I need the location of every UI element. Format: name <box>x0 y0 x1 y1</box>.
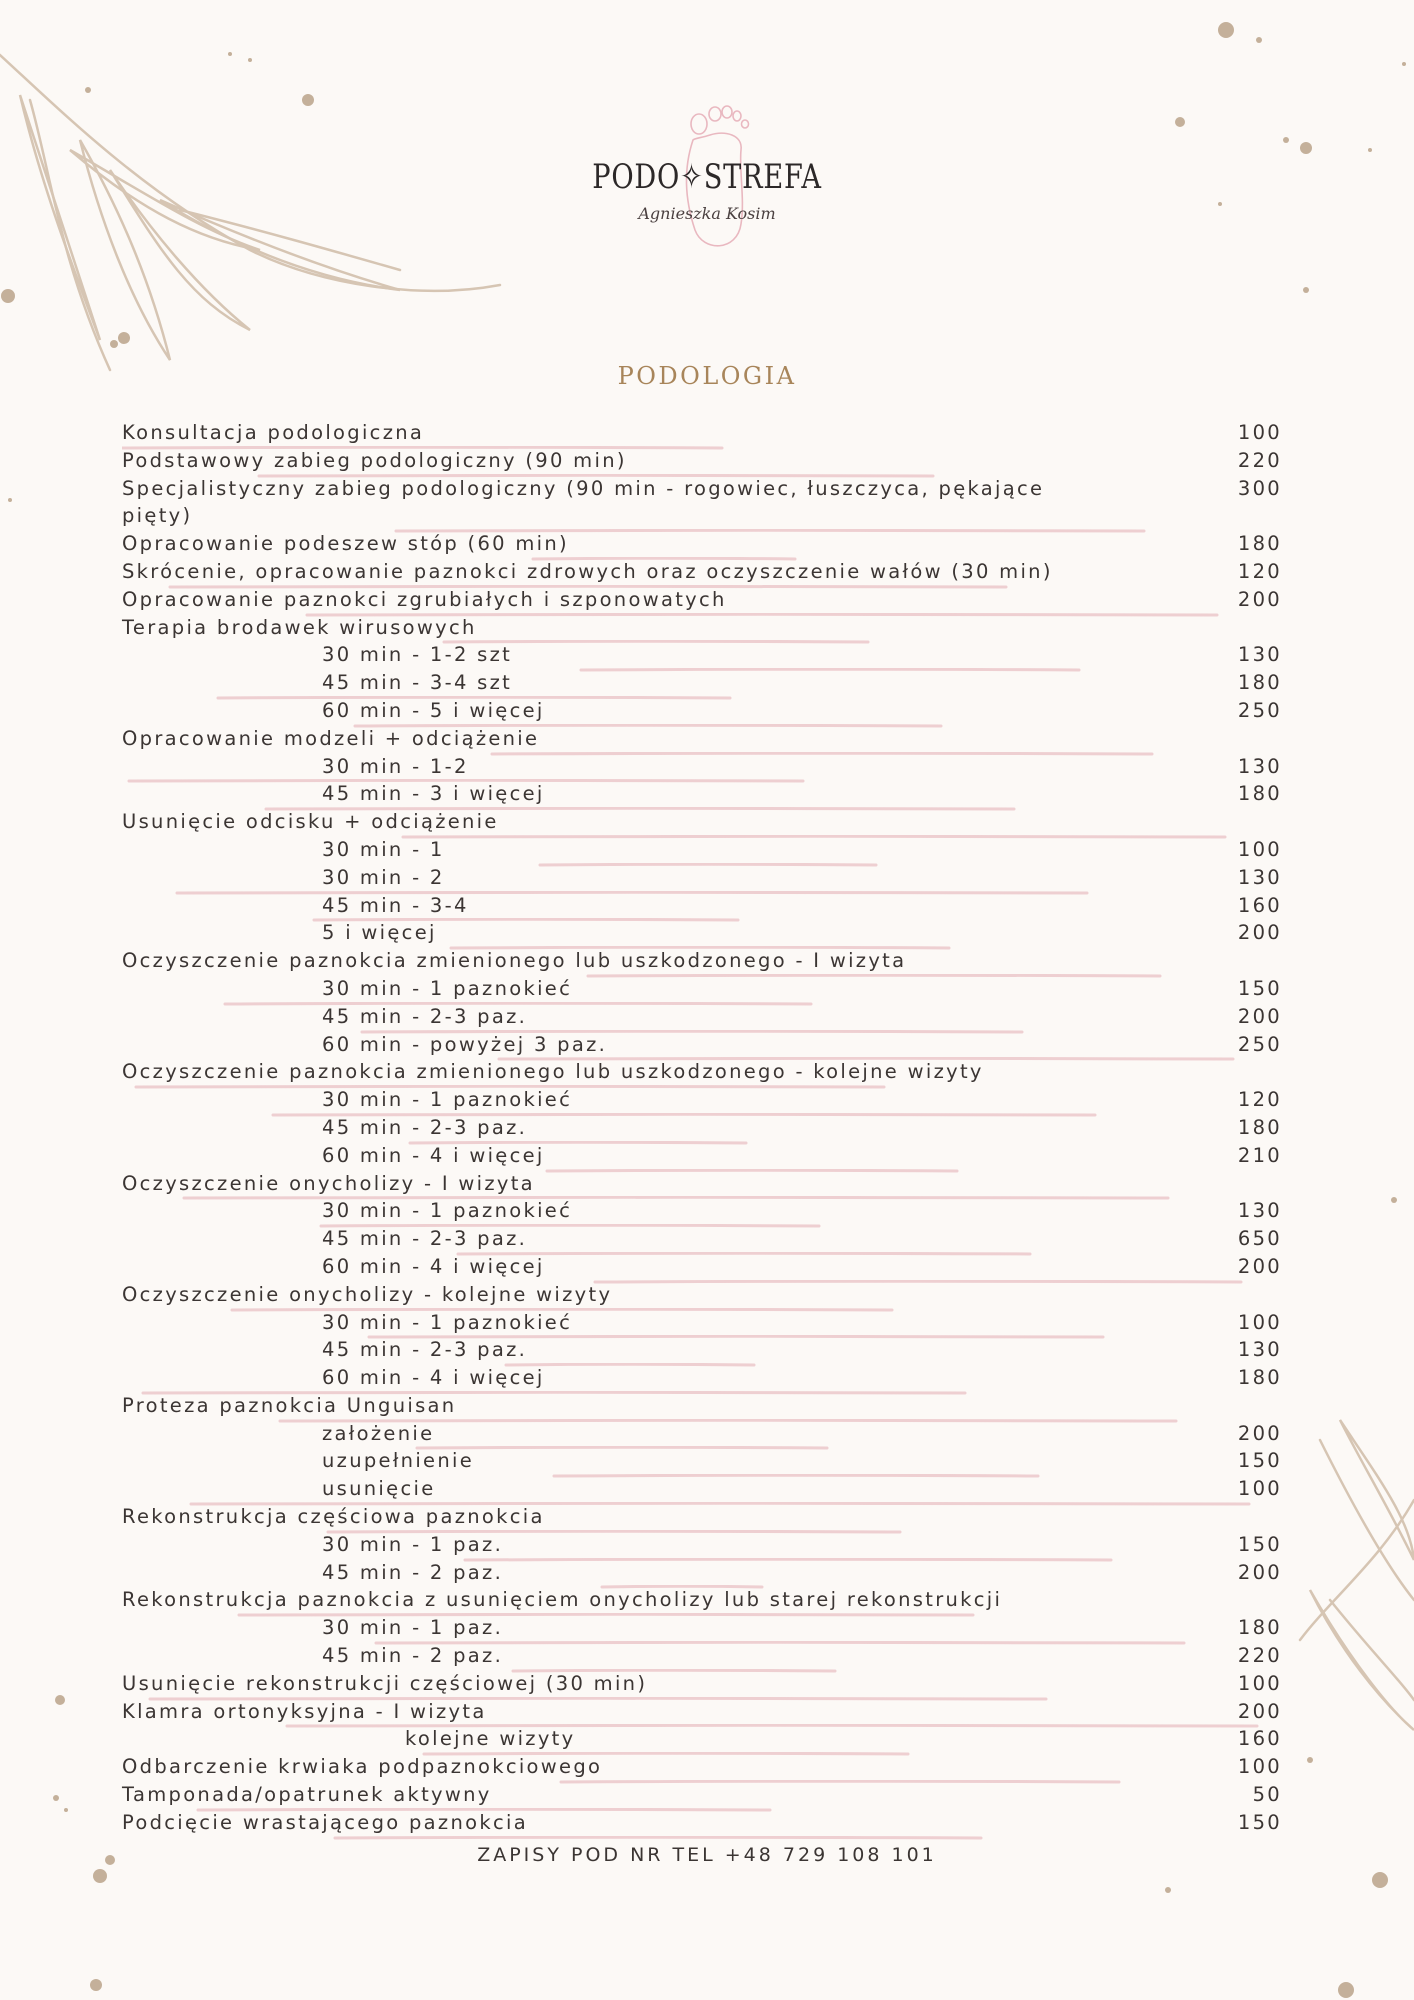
service-name: Konsultacja podologiczna <box>122 421 425 444</box>
price-row <box>122 836 1282 864</box>
service-price: 300 <box>1237 476 1282 500</box>
price-row <box>122 1725 1282 1753</box>
service-name: 5 i więcej <box>322 921 437 945</box>
price-list <box>122 419 1282 1837</box>
service-price: 200 <box>1237 587 1282 611</box>
service-name: 30 min - 1 paznokieć <box>322 1199 573 1223</box>
price-row <box>122 475 1282 531</box>
service-price: 150 <box>1237 976 1282 1000</box>
service-price: 250 <box>1237 1032 1282 1056</box>
price-row <box>122 447 1282 475</box>
service-price: 100 <box>1237 1310 1282 1334</box>
price-row <box>122 808 1282 836</box>
service-price: 160 <box>1237 893 1282 917</box>
service-price: 100 <box>1237 1671 1282 1695</box>
price-row <box>122 1642 1282 1670</box>
price-row <box>122 1503 1282 1531</box>
booking-phone: ZAPISY POD NR TEL +48 729 108 101 <box>477 1844 937 1866</box>
price-row <box>122 975 1282 1003</box>
service-name: Terapia brodawek wirusowych <box>122 615 477 639</box>
price-row <box>122 1253 1282 1281</box>
price-row <box>122 1309 1282 1337</box>
service-name: Proteza paznokcia Unguisan <box>122 1393 457 1417</box>
brand-signature: Agnieszka Kosim <box>638 204 776 223</box>
leaf-branch-bottom-right <box>1300 1420 1414 1730</box>
price-row <box>122 1447 1282 1475</box>
service-name: 45 min - 2 paz. <box>322 1644 504 1668</box>
service-name: 45 min - 3 i więcej <box>322 782 545 806</box>
service-name: 30 min - 1-2 szt <box>322 643 513 667</box>
service-name: Opracowanie modzeli + odciążenie <box>122 726 540 750</box>
price-row <box>122 892 1282 920</box>
service-name: 60 min - 4 i więcej <box>322 1254 545 1278</box>
service-name: Klamra ortonyksyjna - I wizyta <box>122 1699 487 1723</box>
service-price: 180 <box>1237 1115 1282 1139</box>
price-row <box>122 1614 1282 1642</box>
price-row <box>122 1364 1282 1392</box>
service-name: Rekonstrukcja częściowa paznokcia <box>122 1505 545 1529</box>
price-row <box>122 947 1282 975</box>
price-row <box>122 1003 1282 1031</box>
service-name: Podcięcie wrastającego paznokcia <box>122 1810 528 1834</box>
service-name: 45 min - 2-3 paz. <box>322 1004 528 1028</box>
service-price: 100 <box>1237 1477 1282 1501</box>
price-row <box>122 1670 1282 1698</box>
service-price: 130 <box>1237 1338 1282 1362</box>
brand-logo <box>0 100 1414 280</box>
price-row <box>122 530 1282 558</box>
price-row <box>122 558 1282 586</box>
service-name: Oczyszczenie paznokcia zmienionego lub uszkodzonego - I wizyta <box>122 949 907 973</box>
price-row <box>122 669 1282 697</box>
service-name: Tamponada/opatrunek aktywny <box>122 1783 492 1807</box>
price-row <box>122 1753 1282 1781</box>
service-price: 100 <box>1237 421 1282 444</box>
service-name: 30 min - 1 paznokieć <box>322 1310 573 1334</box>
service-price: 200 <box>1237 1004 1282 1028</box>
service-name: 60 min - powyżej 3 paz. <box>322 1032 608 1056</box>
service-price: 200 <box>1237 1699 1282 1723</box>
service-name: usunięcie <box>322 1477 436 1501</box>
service-name: Specjalistyczny zabieg podologiczny (90 min - rogowiec, łuszczyca, pękające pięty) <box>122 476 1045 528</box>
service-name: Oczyszczenie onycholizy - I wizyta <box>122 1171 535 1195</box>
service-name: Odbarczenie krwiaka podpaznokciowego <box>122 1755 603 1779</box>
service-price: 650 <box>1237 1227 1282 1251</box>
price-row <box>122 1781 1282 1809</box>
price-row <box>122 1031 1282 1059</box>
price-row <box>122 1225 1282 1253</box>
service-name: 45 min - 2 paz. <box>322 1560 504 1584</box>
price-row <box>122 419 1282 447</box>
service-name: Podstawowy zabieg podologiczny (90 min) <box>122 448 627 472</box>
service-name: Opracowanie paznokci zgrubiałych i szponowatych <box>122 587 727 611</box>
service-price: 160 <box>1237 1727 1282 1751</box>
price-row <box>122 1698 1282 1726</box>
price-row <box>122 1281 1282 1309</box>
service-price: 180 <box>1237 671 1282 695</box>
service-name: 30 min - 1-2 <box>322 754 469 778</box>
service-price: 150 <box>1237 1810 1282 1834</box>
service-name: 60 min - 5 i więcej <box>322 698 545 722</box>
price-row <box>122 919 1282 947</box>
service-name: Usunięcie rekonstrukcji częściowej (30 min) <box>122 1671 648 1695</box>
service-price: 100 <box>1237 1755 1282 1779</box>
service-name: 45 min - 2-3 paz. <box>322 1338 528 1362</box>
service-name: 45 min - 3-4 szt <box>322 671 513 695</box>
service-price: 180 <box>1237 782 1282 806</box>
price-row <box>122 1142 1282 1170</box>
service-price: 200 <box>1237 921 1282 945</box>
service-price: 220 <box>1237 448 1282 472</box>
price-row <box>122 725 1282 753</box>
price-row <box>122 864 1282 892</box>
service-name: 30 min - 2 <box>322 865 445 889</box>
service-price: 120 <box>1237 559 1282 583</box>
service-name: założenie <box>322 1421 435 1445</box>
price-row <box>122 614 1282 642</box>
service-name: Rekonstrukcja paznokcia z usunięciem onycholizy lub starej rekonstrukcji <box>122 1588 1003 1612</box>
service-price: 100 <box>1237 837 1282 861</box>
service-name: 45 min - 2-3 paz. <box>322 1227 528 1251</box>
service-name: 45 min - 2-3 paz. <box>322 1115 528 1139</box>
service-price: 180 <box>1237 1616 1282 1640</box>
service-name: 45 min - 3-4 <box>322 893 469 917</box>
service-price: 130 <box>1237 643 1282 667</box>
brand-name: PODO✧STREFA <box>592 157 822 197</box>
service-name: Oczyszczenie onycholizy - kolejne wizyty <box>122 1282 613 1306</box>
service-price: 200 <box>1237 1254 1282 1278</box>
price-row <box>122 586 1282 614</box>
price-row <box>122 1392 1282 1420</box>
service-name: Opracowanie podeszew stóp (60 min) <box>122 532 569 556</box>
service-price: 180 <box>1237 532 1282 556</box>
price-row <box>122 1559 1282 1587</box>
service-name: 30 min - 1 paz. <box>322 1532 504 1556</box>
price-row <box>122 753 1282 781</box>
service-name: kolejne wizyty <box>405 1727 576 1751</box>
section-title: PODOLOGIA <box>617 362 797 390</box>
service-price: 130 <box>1237 1199 1282 1223</box>
service-name: 30 min - 1 paz. <box>322 1616 504 1640</box>
service-name: 60 min - 4 i więcej <box>322 1143 545 1167</box>
service-price: 180 <box>1237 1366 1282 1390</box>
service-price: 210 <box>1237 1143 1282 1167</box>
service-name: 30 min - 1 paznokieć <box>322 976 573 1000</box>
service-price: 50 <box>1252 1783 1282 1807</box>
service-price: 200 <box>1237 1560 1282 1584</box>
service-price: 130 <box>1237 754 1282 778</box>
price-row <box>122 1058 1282 1086</box>
service-price: 250 <box>1237 698 1282 722</box>
service-price: 200 <box>1237 1421 1282 1445</box>
price-row <box>122 1420 1282 1448</box>
service-name: 60 min - 4 i więcej <box>322 1366 545 1390</box>
price-row <box>122 1114 1282 1142</box>
price-row <box>122 1086 1282 1114</box>
service-name: uzupełnienie <box>322 1449 475 1473</box>
service-name: Skrócenie, opracowanie paznokci zdrowych oraz oczyszczenie wałów (30 min) <box>122 559 1053 583</box>
service-name: Usunięcie odcisku + odciążenie <box>122 810 499 834</box>
service-name: 30 min - 1 paznokieć <box>322 1088 573 1112</box>
service-name: 30 min - 1 <box>322 837 445 861</box>
service-price: 150 <box>1237 1449 1282 1473</box>
service-price: 150 <box>1237 1532 1282 1556</box>
price-row <box>122 697 1282 725</box>
price-row <box>122 641 1282 669</box>
price-row <box>122 1586 1282 1614</box>
service-price: 130 <box>1237 865 1282 889</box>
price-row <box>122 1809 1282 1837</box>
price-row <box>122 1336 1282 1364</box>
price-row <box>122 1475 1282 1503</box>
price-row <box>122 1170 1282 1198</box>
service-price: 220 <box>1237 1644 1282 1668</box>
price-row <box>122 1197 1282 1225</box>
service-price: 120 <box>1237 1088 1282 1112</box>
price-row <box>122 780 1282 808</box>
service-name: Oczyszczenie paznokcia zmienionego lub uszkodzonego - kolejne wizyty <box>122 1060 984 1084</box>
price-row <box>122 1531 1282 1559</box>
